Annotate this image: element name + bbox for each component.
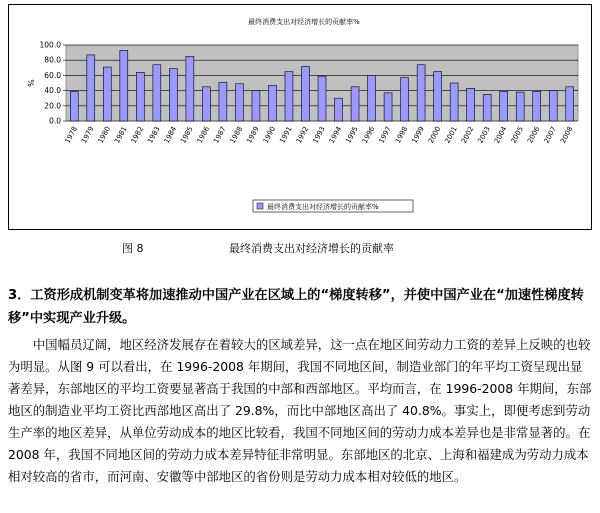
bar [434, 72, 442, 121]
x-tick-label: 1982 [129, 125, 146, 145]
bar [335, 98, 343, 121]
bar [252, 91, 260, 121]
bar [153, 65, 161, 121]
bar [368, 75, 376, 121]
x-tick-label: 2007 [542, 125, 558, 145]
bar [268, 85, 276, 121]
paragraph: 中国幅员辽阔，地区经济发展存在着较大的区域差异，这一点在地区间劳动力工资的差异上反映的也较为明显。从图 9 可以看出，在 1996-2008 年期间，我国不同地区间，制造业部门的年平均工资呈现出显著差异，东部地区的平均工资要显著高于我国的中部和西部地区。平均而言，在 1996-2008 年期间，东部地区的制造业平均工资比西部地区高出了 29.8%，而比中部地区高出了 40.8%。事实上，即便考虑到劳动生产率的地区差异，从单位劳动成本的地区比较看，我国不同地区间的劳动力成本差异也是非常显著的。在 2008 年，我国不同地区间的劳动力成本差异特征非常明显。东部地区的北京、上海和福建成为劳动力成本相对较高的省市，而河南、安徽等中部地区的省份则是劳动力成本相对较低的地区。 [8, 337, 592, 484]
x-tick-label: 2000 [426, 125, 443, 145]
bar [302, 66, 310, 121]
bar [186, 56, 194, 121]
x-tick-label: 1994 [327, 125, 344, 145]
figure-caption [0, 240, 600, 256]
x-tick-label: 2001 [443, 125, 459, 145]
bar [70, 91, 78, 121]
bar [202, 87, 210, 121]
bar [450, 83, 458, 121]
x-tick-label: 1986 [195, 125, 212, 145]
x-tick-label: 2006 [526, 125, 542, 145]
y-tick-label: 40.0 [44, 86, 61, 96]
x-tick-label: 1987 [212, 125, 228, 145]
bar [219, 82, 227, 121]
x-tick-label: 1996 [360, 125, 377, 145]
x-tick-label: 1980 [96, 125, 113, 145]
bar [417, 65, 425, 121]
x-tick-label: 1988 [228, 125, 245, 145]
bar [483, 94, 491, 121]
y-tick-label: 20.0 [44, 101, 61, 111]
x-tick-label: 1997 [377, 125, 393, 145]
y-tick-label: 80.0 [44, 55, 61, 65]
bar [516, 92, 524, 121]
x-tick-label: 1978 [63, 125, 80, 145]
bar [169, 69, 177, 121]
y-tick-label: 100.0 [39, 40, 61, 50]
x-tick-label: 1998 [393, 125, 410, 145]
bar [467, 88, 475, 121]
y-tick-label: 0.0 [49, 116, 61, 126]
chart [8, 4, 592, 230]
x-tick-label: 1979 [80, 125, 96, 145]
x-tick-label: 1999 [410, 125, 426, 145]
x-tick-label: 1985 [179, 125, 195, 145]
x-tick-label: 1995 [344, 125, 360, 145]
bar [401, 78, 409, 121]
bar [103, 67, 111, 121]
x-tick-label: 1989 [245, 125, 261, 145]
y-axis-label: % [27, 79, 36, 87]
bar [566, 87, 574, 121]
x-tick-label: 1993 [311, 125, 327, 145]
x-tick-label: 1983 [146, 125, 162, 145]
x-tick-label: 1981 [113, 125, 129, 145]
body-text [8, 334, 594, 488]
section-heading: 3．工资形成机制变革将加速推动中国产业在区域上的“梯度转移”，并使中国产业在“加速性梯度转移”中实现产业升级。 [8, 288, 584, 326]
x-tick-label: 1992 [294, 125, 311, 145]
x-tick-label: 2002 [459, 125, 476, 145]
bar [136, 72, 144, 121]
x-tick-label: 1991 [278, 125, 294, 145]
legend-label: 最终消费支出对经济增长的贡献率% [267, 203, 379, 211]
bar [235, 84, 243, 121]
x-tick-label: 2008 [559, 125, 575, 145]
y-tick-label: 60.0 [44, 70, 61, 80]
legend-swatch [257, 203, 263, 209]
chart-title: 最终消费支出对经济增长的贡献率% [248, 18, 360, 26]
figure-title: 最终消费支出对经济增长的贡献率 [229, 242, 394, 255]
bar [285, 72, 293, 121]
x-tick-label: 2003 [476, 125, 492, 145]
bar [384, 93, 392, 121]
x-tick-label: 2004 [493, 125, 509, 145]
chart-svg [9, 5, 591, 229]
x-tick-label: 1984 [162, 125, 179, 145]
bar [549, 91, 557, 121]
figure-number: 图 8 [122, 242, 144, 255]
bar [351, 87, 359, 121]
bar [533, 91, 541, 121]
bar [500, 91, 508, 121]
bar [87, 55, 95, 121]
bar [318, 76, 326, 121]
x-tick-label: 1990 [261, 125, 278, 145]
bar [120, 50, 128, 121]
x-tick-label: 2005 [509, 125, 525, 145]
